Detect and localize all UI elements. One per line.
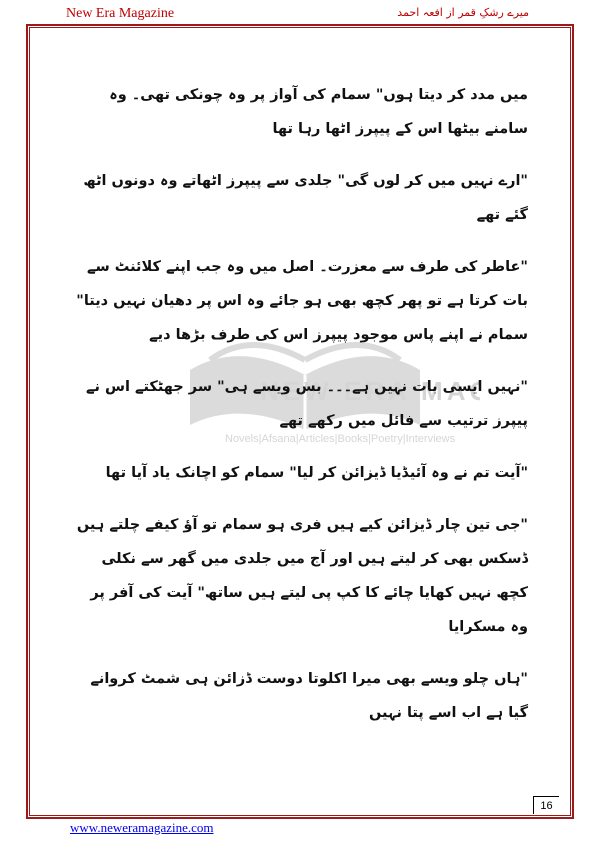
watermark-subtitle: Novels|Afsana|Articles|Books|Poetry|Interviews [225,433,456,445]
watermark-title: NEW ERA MA [260,376,470,406]
paragraph-7: "ہاں چلو ویسے بھی میرا اکلوتا دوست ڈزائن ہی شمٹ کروانے گیا ہے اب اسے پتا نہیں [90,671,528,721]
paragraph-6: "جی تین چار ڈیزائن کیے ہیں فری ہو سمام تو آؤ کیفے چلتے ہیں ڈسکس بھی کر لیتے ہیں اور آج میں جلدی میں گھر سے نکلی کچھ نہیں کھایا چائے کا کپ پی لیتے ہیں ساتھ" آیت کی آفر پر وہ مسکرایا [76,517,528,635]
website-link[interactable]: www.neweramagazine.com [70,820,214,835]
paragraph-2: "ارے نہیں میں کر لوں گی" جلدی سے پیپرز اٹھاتے وہ دونوں اٹھ گئے تھے [83,173,528,223]
novel-title: میرے رشکِ قمر از افعہ احمد [397,6,529,19]
magazine-title: New Era Magazine [66,6,175,21]
paragraph-3: "عاطر کی طرف سے معزرت۔ اصل میں وہ جب اپنے کلائنٹ سے بات کرتا ہے تو پھر کچھ بھی ہو جائے وہ اس پر دھیان نہیں دیتا" سمام نے اپنے پاس موجود پیپرز اس کی طرف بڑھا دیے [76,259,528,343]
paragraph-1: میں مدد کر دیتا ہوں" سمام کی آواز پر وہ چونکی تھی۔ وہ سامنے بیٹھا اس کے پیپرز اٹھا رہا تھا [109,87,528,137]
story-text [70,78,528,748]
paragraph-5: "آیت تم نے وہ آئیڈیا ڈیزائن کر لیا" سمام کو اچانک یاد آیا تھا [105,465,528,481]
page-number: 16 [533,796,559,814]
paragraph-4: "نہیں ایسی بات نہیں ہے۔۔۔ بس ویسے ہی" سر جھٹکتے اس نے پیپرز ترتیب سے فائل میں رکھے تھے [85,379,528,429]
